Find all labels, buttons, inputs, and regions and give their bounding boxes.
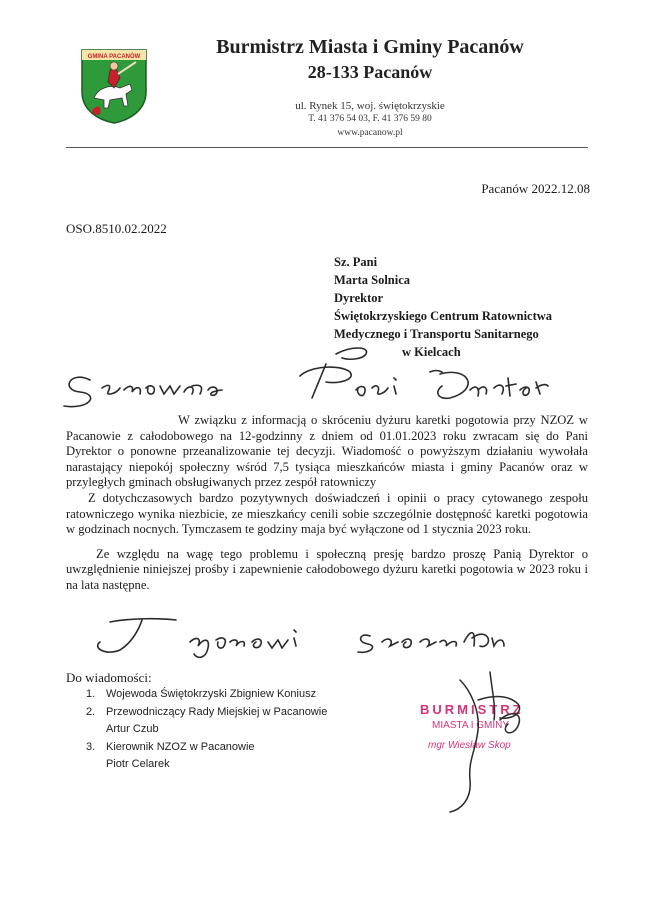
place-date: Pacanów 2022.12.08 bbox=[481, 181, 590, 196]
distribution-label: Do wiadomości: bbox=[66, 670, 152, 685]
recipient-city: w Kielcach bbox=[402, 345, 461, 359]
list-item-text: Kierownik NZOZ w Pacanowie bbox=[106, 741, 255, 753]
recipient-position: Dyrektor bbox=[334, 291, 384, 305]
official-stamp bbox=[400, 660, 570, 820]
handwritten-greeting bbox=[50, 340, 570, 420]
list-item-subtext: Artur Czub bbox=[106, 723, 159, 735]
list-item-text: Wojewoda Świętokrzyski Zbigniew Koniusz bbox=[106, 688, 317, 700]
crest-label: GMINA PACANÓW bbox=[87, 54, 141, 60]
list-item-text: Przewodniczący Rady Miejskiej w Pacanowie bbox=[106, 706, 328, 718]
stamp-line-3: mgr Wiesław Skop bbox=[428, 740, 511, 751]
coat-of-arms-logo bbox=[80, 48, 148, 124]
handwritten-closing bbox=[80, 608, 540, 664]
list-item-number: 3. bbox=[86, 741, 96, 753]
distribution-list bbox=[66, 686, 396, 774]
letterhead-divider bbox=[66, 147, 588, 148]
letter-body bbox=[66, 413, 588, 594]
recipient-name: Marta Solnica bbox=[334, 273, 411, 287]
letterhead-phone: T. 41 376 54 03, F. 41 376 59 80 bbox=[308, 114, 432, 124]
list-item-number: 2. bbox=[86, 706, 96, 718]
reference-number: OSO.8510.02.2022 bbox=[66, 221, 167, 236]
stamp-line-2: MIASTA I GMINY bbox=[432, 720, 510, 731]
letterhead-address: ul. Rynek 15, woj. świętokrzyskie bbox=[295, 100, 445, 112]
list-item-subtext: Piotr Celarek bbox=[106, 758, 170, 770]
letterhead-website: www.pacanow.pl bbox=[337, 128, 403, 138]
list-item bbox=[66, 739, 396, 773]
letterhead-title: Burmistrz Miasta i Gminy Pacanów bbox=[216, 36, 524, 58]
recipient-salutation: Sz. Pani bbox=[334, 255, 378, 269]
stamp-line-1: BURMISTRZ bbox=[420, 702, 524, 717]
body-paragraph-2: Z dotychczasowych bardzo pozytywnych doświadczeń i opinii o pracy cytowanego zespołu ratowniczego wynika niezbicie, ze mieszkańcy cenili sobie szczególnie dostępność karetki pogotowia w godzinach nocnych. Tymczasem te godziny maja być wyłączone od 1 stycznia 2023 roku. bbox=[66, 490, 588, 537]
list-item bbox=[66, 686, 396, 703]
recipient-org-line1: Świętokrzyskiego Centrum Ratownictwa bbox=[334, 309, 553, 323]
list-item-number: 1. bbox=[86, 688, 96, 700]
letterhead-postal: 28-133 Pacanów bbox=[307, 62, 433, 82]
recipient-org-line2: Medycznego i Transportu Sanitarnego bbox=[334, 327, 539, 341]
body-paragraph-1: W związku z informacją o skróceniu dyżuru karetki pogotowia przy NZOZ w Pacanowie z całodobowego na 12-godzinny z dniem od 01.01.2023 roku zwracam się do Pani Dyrektor o ponowne przeanalizowanie tej decyzji. Wiadomość o powyższym działaniu wywołała narastający niepokój społeczny wśród 7,5 tysiąca mieszkańców miasta i gminy Pacanów oraz w przyległych gminach obsługiwanych przez zespół ratowniczy bbox=[66, 413, 588, 490]
body-paragraph-3: Ze względu na wagę tego problemu i społeczną presję bardzo proszę Panią Dyrektor o uwzględnienie niniejszej prośby i zapewnienie całodobowego dyżuru karetki pogotowia w 2023 roku i na lata następne. bbox=[66, 546, 588, 592]
list-item bbox=[66, 704, 396, 738]
